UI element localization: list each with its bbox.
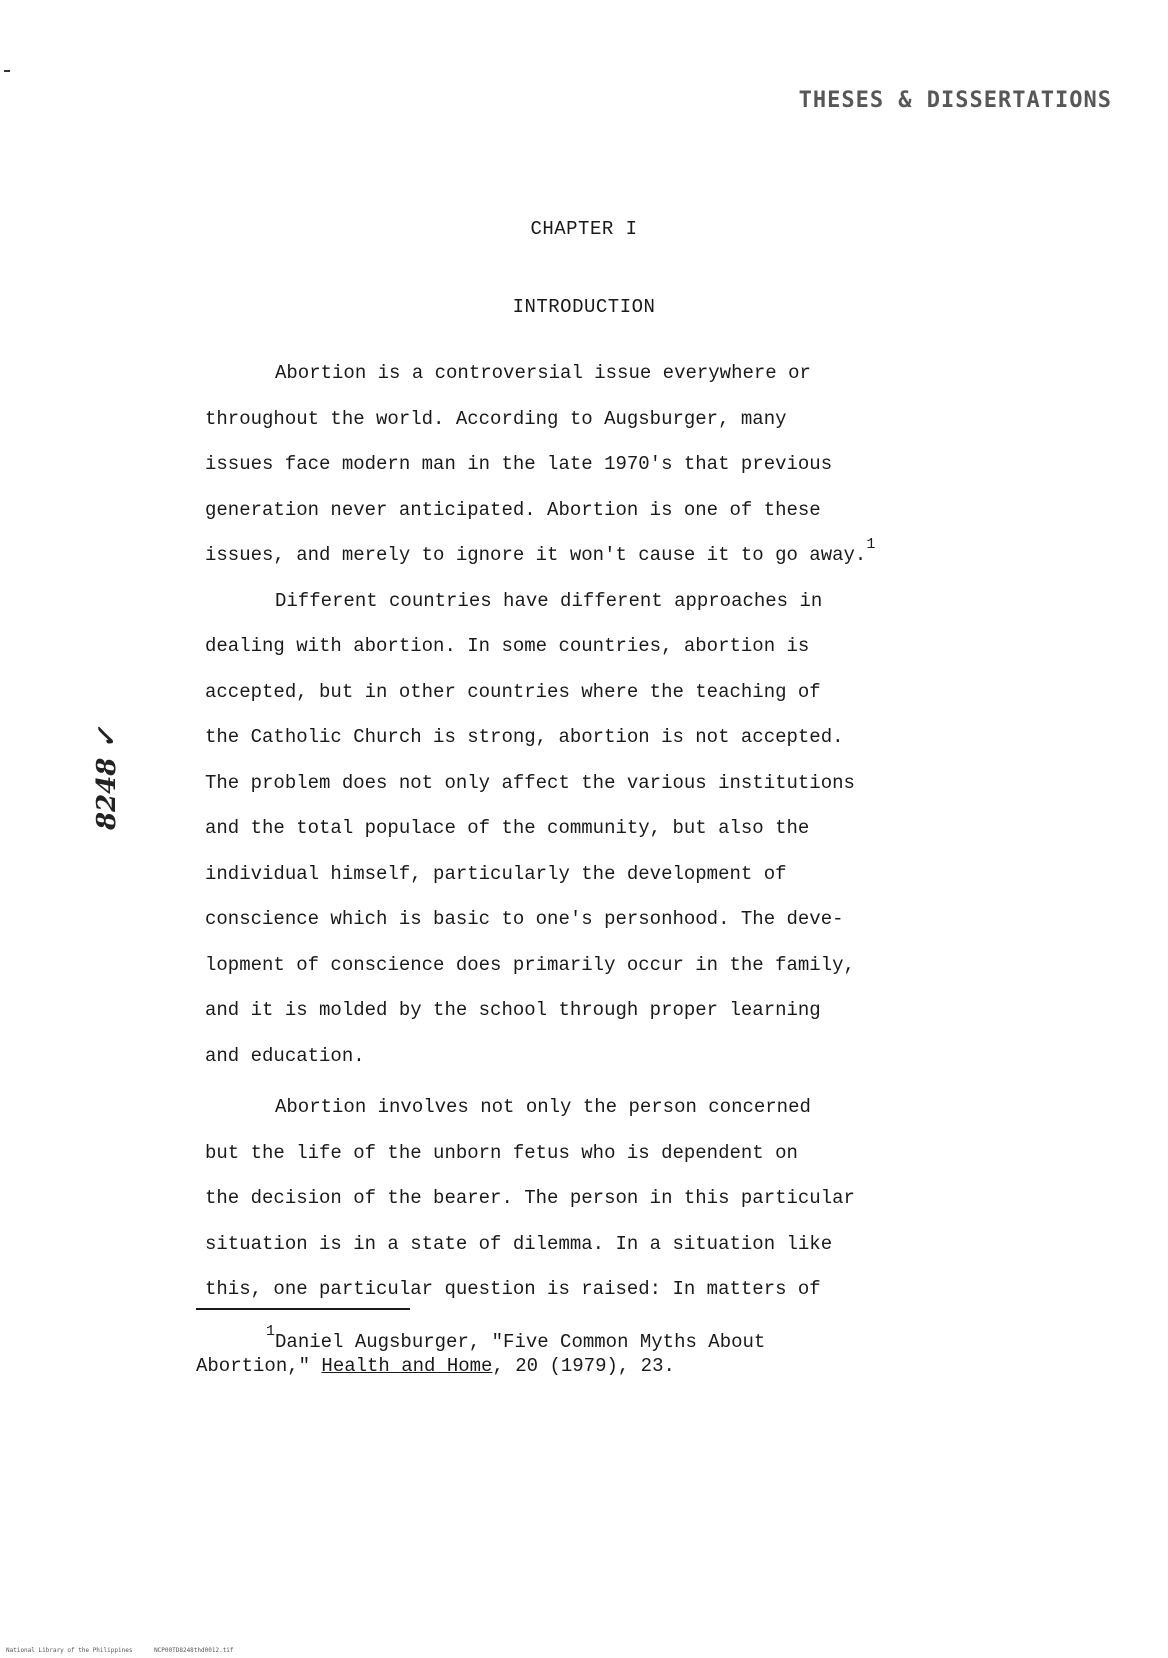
- body-line: conscience which is basic to one's personhood. The deve-: [205, 908, 844, 930]
- body-line: Abortion is a controversial issue everywhere or: [275, 362, 811, 384]
- handwritten-accession-note: 8248 ✓: [92, 726, 122, 830]
- footnote-line-2: [196, 1354, 1016, 1378]
- footnote: [196, 1323, 1016, 1378]
- body-line: situation is in a state of dilemma. In a situation like: [205, 1232, 833, 1255]
- body-line: and it is molded by the school through proper learning: [205, 999, 821, 1021]
- body-line: Different countries have different approaches in: [275, 589, 823, 612]
- theses-dissertations-stamp: THESES & DISSERTATIONS: [798, 88, 1112, 113]
- body-line: generation never anticipated. Abortion is one of these: [205, 498, 821, 521]
- body-line: The problem does not only affect the various institutions: [205, 771, 855, 794]
- footnote-line-2-start: Abortion,": [196, 1355, 322, 1377]
- body-line: lopment of conscience does primarily occur in the family,: [205, 953, 855, 976]
- scan-edge-mark: [4, 70, 10, 72]
- section-heading: INTRODUCTION: [512, 296, 656, 318]
- body-line: Abortion involves not only the person concerned: [275, 1096, 811, 1118]
- body-text: [205, 358, 1035, 1320]
- body-line: this, one particular question is raised: In matters of: [205, 1278, 821, 1300]
- body-line: the Catholic Church is strong, abortion is not accepted.: [205, 726, 844, 748]
- body-line: dealing with abortion. In some countries, abortion is: [205, 635, 810, 657]
- footnote-divider: [196, 1308, 410, 1310]
- body-line-with-footnote: [205, 536, 1035, 586]
- scan-footer: [6, 1647, 252, 1654]
- footnote-line-1-text: Daniel Augsburger, "Five Common Myths About: [275, 1331, 766, 1353]
- scan-file-id: NCP00TD8248thd0012.tif: [154, 1647, 234, 1654]
- body-line: throughout the world. According to Augsburger, many: [205, 407, 787, 430]
- footnote-reference-marker: 1: [866, 536, 876, 553]
- body-line: the decision of the bearer. The person in this particular: [205, 1187, 855, 1209]
- body-line: accepted, but in other countries where the teaching of: [205, 680, 821, 703]
- journal-title: Health and Home: [321, 1355, 493, 1377]
- scan-library-name: National Library of the Philippines: [6, 1647, 133, 1654]
- body-line: but the life of the unborn fetus who is dependent on: [205, 1141, 798, 1164]
- body-line-text: issues, and merely to ignore it won't cause it to go away.: [205, 544, 867, 566]
- body-line: and the total populace of the community, but also the: [205, 817, 810, 839]
- body-line: issues face modern man in the late 1970's that previous: [205, 453, 833, 475]
- footnote-line-1: [196, 1323, 1016, 1354]
- body-line: and education.: [205, 1044, 365, 1067]
- chapter-title: CHAPTER I: [530, 218, 638, 240]
- footnote-marker: 1: [266, 1323, 276, 1340]
- footnote-line-2-end: , 20 (1979), 23.: [492, 1355, 675, 1377]
- body-line: individual himself, particularly the development of: [205, 862, 787, 885]
